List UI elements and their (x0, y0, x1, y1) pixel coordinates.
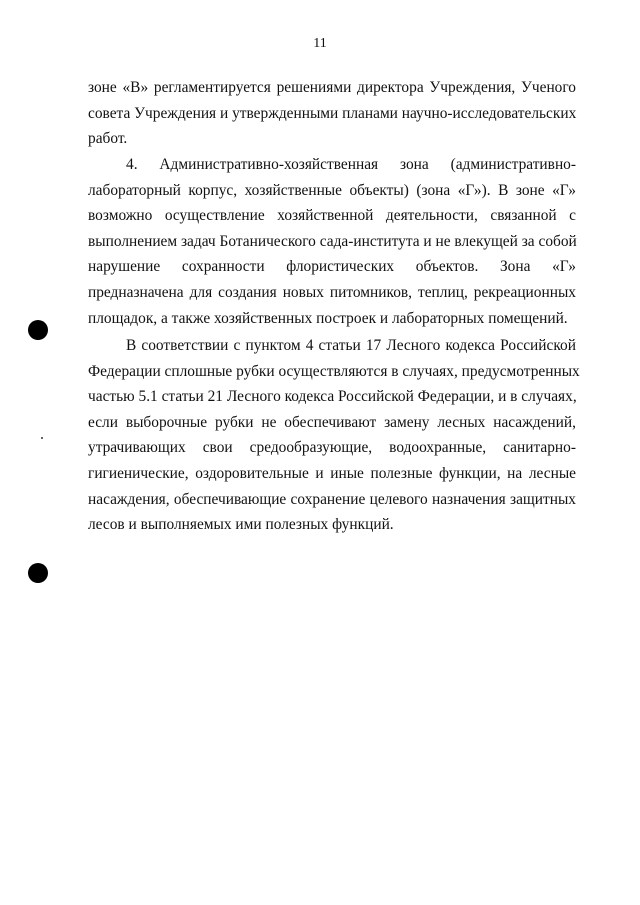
paragraph-line: если выборочные рубки не обеспечивают замену лесных насаждений, (88, 413, 576, 431)
paragraph-line: площадок, а также хозяйственных построек и лабораторных помещений. (88, 309, 568, 327)
paragraph-1 (88, 75, 576, 152)
paragraph-line: 4. Административно-хозяйственная зона (административно- (126, 156, 576, 173)
paragraph-line: Федерации сплошные рубки осуществляются в случаях, предусмотренных (88, 362, 580, 380)
paragraph-line: нарушение сохранности флористических объектов. Зона «Г» (88, 258, 576, 276)
paragraph-line: выполнением задач Ботанического сада-института и не влекущей за собой (88, 232, 577, 250)
punch-hole-bottom (28, 563, 48, 583)
page-number: 11 (313, 36, 327, 51)
paragraph-line: совета Учреждения и утвержденными планами научно-исследовательских (88, 104, 577, 122)
scan-speck (41, 437, 43, 439)
paragraph-line: лабораторный корпус, хозяйственные объекты) (зона «Г»). В зоне «Г» (88, 181, 576, 199)
paragraph-3 (88, 333, 580, 538)
paragraph-line: насаждения, обеспечивающие сохранение целевого назначения защитных (88, 490, 576, 508)
paragraph-line: гигиенические, оздоровительные и иные полезные функции, на лесные (88, 464, 576, 482)
paragraph-line: В соответствии с пунктом 4 статьи 17 Лесного кодекса Российской (126, 337, 576, 354)
paragraph-line: возможно осуществление хозяйственной деятельности, связанной с (88, 207, 576, 225)
paragraph-line: утрачивающих свои средообразующие, водоохранные, санитарно- (88, 439, 576, 457)
paragraph-line: предназначена для создания новых питомников, теплиц, рекреационных (88, 283, 576, 301)
paragraph-2 (88, 152, 576, 331)
paragraph-line: лесов и выполняемых ими полезных функций. (88, 516, 394, 534)
paragraph-line: зоне «В» регламентируется решениями директора Учреждения, Ученого (88, 79, 576, 96)
paragraph-line: работ. (88, 130, 128, 148)
paragraph-line: частью 5.1 статьи 21 Лесного кодекса Российской Федерации, и в случаях, (88, 388, 577, 406)
punch-hole-top (28, 320, 48, 340)
